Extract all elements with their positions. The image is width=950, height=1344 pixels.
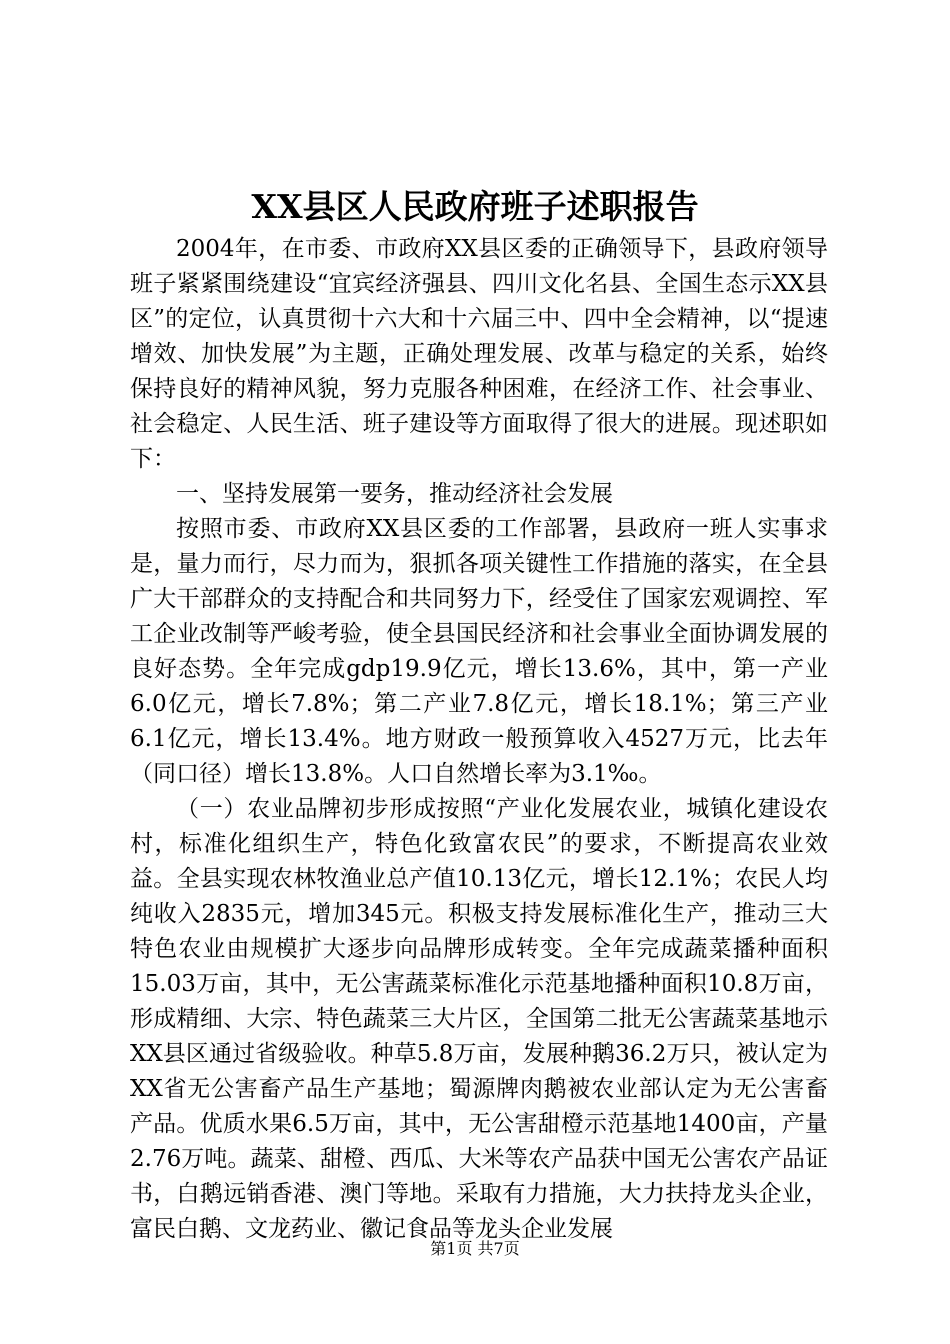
page-footer [0,1238,950,1260]
paragraph-economy: 按照市委、市政府XX县区委的工作部署，县政府一班人实事求是，量力而行，尽力而为，狠抓各项关键性工作措施的落实，在全县广大干部群众的支持配合和共同努力下，经受住了国家宏观调控、军工企业改制等严峻考验，使全县国民经济和社会事业全面协调发展的良好态势。全年完成gdp19.9亿元，增长13.6%，其中，第一产业6.0亿元，增长7.8%；第二产业7.8亿元，增长18.1%；第三产业6.1亿元，增长13.4%。地方财政一般预算收入4527万元，比去年（同口径）增长13.8%。人口自然增长率为3.1‰。 [130,516,828,787]
paragraph-agriculture: （一）农业品牌初步形成按照“产业化发展农业，城镇化建设农村，标准化组织生产，特色化致富农民”的要求，不断提高农业效益。全县实现农林牧渔业总产值10.13亿元，增长12.1%；农民人均纯收入2835元，增加345元。积极支持发展标准化生产，推动三大特色农业由规模扩大逐步向品牌形成转变。全年完成蔬菜播种面积15.03万亩，其中，无公害蔬菜标准化示范基地播种面积10.8万亩，形成精细、大宗、特色蔬菜三大片区，全国第二批无公害蔬菜基地示XX县区通过省级验收。种草5.8万亩，发展种鹅36.2万只，被认定为XX省无公害畜产品生产基地；蜀源牌肉鹅被农业部认定为无公害畜产品。优质水果6.5万亩，其中，无公害甜橙示范基地1400亩，产量2.76万吨。蔬菜、甜橙、西瓜、大米等农产品获中国无公害农产品证书，白鹅远销香港、澳门等地。采取有力措施，大力扶持龙头企业，富民白鹅、文龙药业、徽记食品等龙头企业发展 [130,796,828,1242]
page-total: 共7页 [477,1239,520,1258]
document-body [130,232,828,1247]
page-number: 第1页 [430,1239,473,1258]
section-heading: 一、坚持发展第一要务，推动经济社会发展 [176,481,613,507]
paragraph-intro: 2004年，在市委、市政府XX县区委的正确领导下，县政府领导班子紧紧围绕建设“宜宾经济强县、四川文化名县、全国生态示XX县区”的定位，认真贯彻十六大和十六届三中、四中全会精神，以“提速增效、加快发展”为主题，正确处理发展、改革与稳定的关系，始终保持良好的精神风貌，努力克服各种困难，在经济工作、社会事业、社会稳定、人民生活、班子建设等方面取得了很大的进展。现述职如下： [130,236,828,472]
document-title: XX县区人民政府班子述职报告 [251,187,699,226]
